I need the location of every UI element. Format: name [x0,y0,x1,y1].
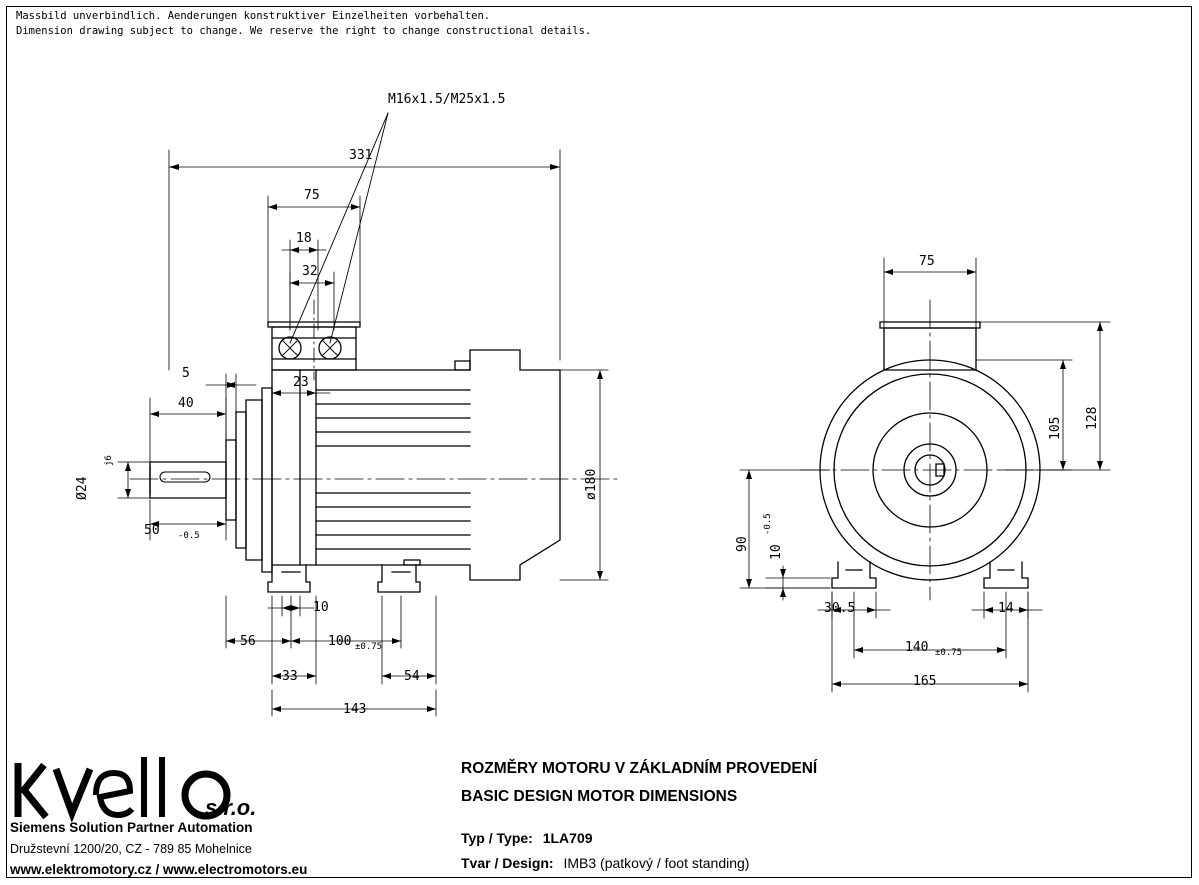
dim-foot-thickness-10: 10 [769,544,784,560]
dim-23: 23 [293,375,309,390]
dim-56: 56 [240,634,256,649]
dim-50-tol: -0.5 [178,531,200,541]
dim-331: 331 [349,148,373,163]
dim-90-tol: -0.5 [763,513,773,535]
dim-140: 140 [905,640,929,655]
dim-75: 75 [304,188,320,203]
dim-50: 50 [144,523,160,538]
footer-title-cs: ROZMĚRY MOTORU V ZÁKLADNÍM PROVEDENÍ [461,760,818,777]
dim-frame-diameter: ø180 [584,468,599,500]
dim-100: 100 [328,634,352,649]
brand-web: www.elektromotory.cz / www.electromotors.eu [10,862,308,877]
dim-14: 14 [998,601,1014,616]
type-value: 1LA709 [542,830,593,846]
logo-suffix: s.r.o. [205,795,257,820]
dim-30-5: 30.5 [824,601,856,616]
thread-label: M16x1.5/M25x1.5 [388,92,506,107]
dim-32: 32 [302,264,318,279]
design-value: IMB3 (patkový / foot standing) [563,855,750,871]
dim-100-tol: ±0.75 [355,642,383,652]
dim-shaft-diameter: Ø24 [75,476,90,500]
dim-40: 40 [178,396,194,411]
footer-title-en: BASIC DESIGN MOTOR DIMENSIONS [461,788,738,805]
dim-33: 33 [282,669,298,684]
dim-foot-10: 10 [313,600,329,615]
dim-140-tol: ±0.75 [935,648,963,658]
dim-18: 18 [296,231,312,246]
dim-90: 90 [735,536,750,552]
dim-54: 54 [404,669,420,684]
dim-128: 128 [1085,406,1100,430]
dim-105: 105 [1048,416,1063,440]
brand-partner: Siemens Solution Partner Automation [10,820,253,835]
header-note-en: Dimension drawing subject to change. We reserve the right to change constructional details. [16,25,592,37]
dim-right-75: 75 [919,254,935,269]
dim-165: 165 [913,674,937,689]
type-label: Typ / Type: [461,830,533,846]
dim-shaft-tolerance: j6 [104,455,114,466]
brand-address: Družstevní 1200/20, CZ - 789 85 Mohelnice [10,842,252,856]
design-label: Tvar / Design: [461,855,554,871]
dim-143: 143 [343,702,367,717]
dim-5: 5 [182,366,190,381]
header-note-de: Massbild unverbindlich. Aenderungen konstruktiver Einzelheiten vorbehalten. [16,10,491,22]
